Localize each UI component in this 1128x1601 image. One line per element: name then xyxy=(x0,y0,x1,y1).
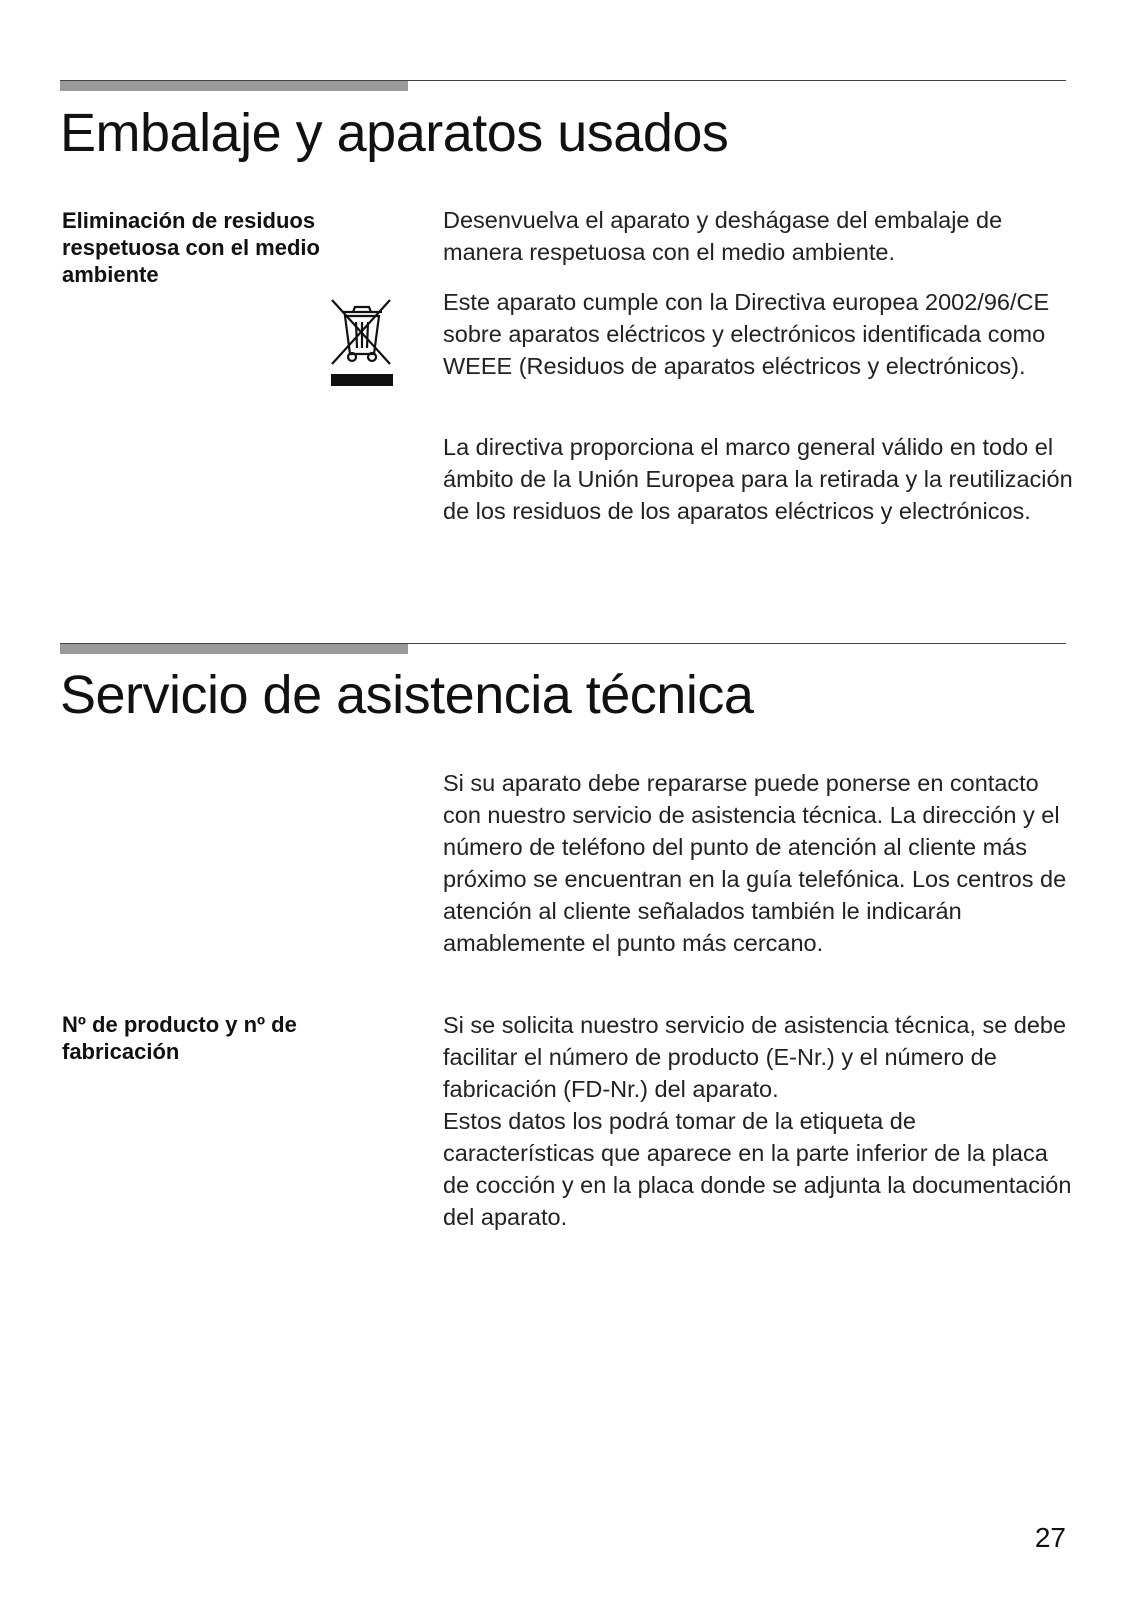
paragraph-contact-service: Si su aparato debe repararse puede ponerse en contacto con nuestro servicio de asistencia técnica. La dirección y el número de teléfono del punto de atención al cliente más próximo se encuentran en la guía telefónica. Los centros de atención al cliente señalados también le indicarán amablemente el punto más cercano. xyxy=(443,770,1067,956)
section-title-technical-service: Servicio de asistencia técnica xyxy=(60,665,754,725)
section-title-packaging: Embalaje y aparatos usados xyxy=(60,103,729,163)
page-number: 27 xyxy=(1034,1522,1066,1553)
crossed-out-wheelie-bin-icon xyxy=(330,298,394,390)
section-rule-bar xyxy=(60,81,408,91)
paragraph-eu-framework: La directiva proporciona el marco general válido en todo el ámbito de la Unión Europea para la retirada y la reutilización de los residuos de los aparatos eléctricos y electrónicos. xyxy=(443,434,1073,524)
side-label-product-numbers: Nº de producto y nº de fabricación xyxy=(62,1012,297,1064)
paragraph-weee-directive: Este aparato cumple con la Directiva europea 2002/96/CE sobre aparatos eléctricos y electrónicos identificada como WEEE (Residuos de aparatos eléctricos y electrónicos). xyxy=(443,289,1050,379)
paragraph-line-provide-numbers: Si se solicita nuestro servicio de asistencia técnica, se debe facilitar el número de producto (E-Nr.) y el número de fabricación (FD-Nr.) del aparato. xyxy=(443,1012,1067,1102)
section-rule-bar xyxy=(60,644,408,654)
side-label-waste-disposal: Eliminación de residuos respetuosa con el medio ambiente xyxy=(62,208,320,287)
paragraph-product-numbers xyxy=(443,1009,1073,1233)
paragraph-line-rating-label: Estos datos los podrá tomar de la etiqueta de características que aparece en la parte inferior de la placa de cocción y en la placa donde se adjunta la documentación del aparato. xyxy=(443,1108,1072,1230)
paragraph-unpack: Desenvuelva el aparato y deshágase del embalaje de manera respetuosa con el medio ambiente. xyxy=(443,207,1003,265)
